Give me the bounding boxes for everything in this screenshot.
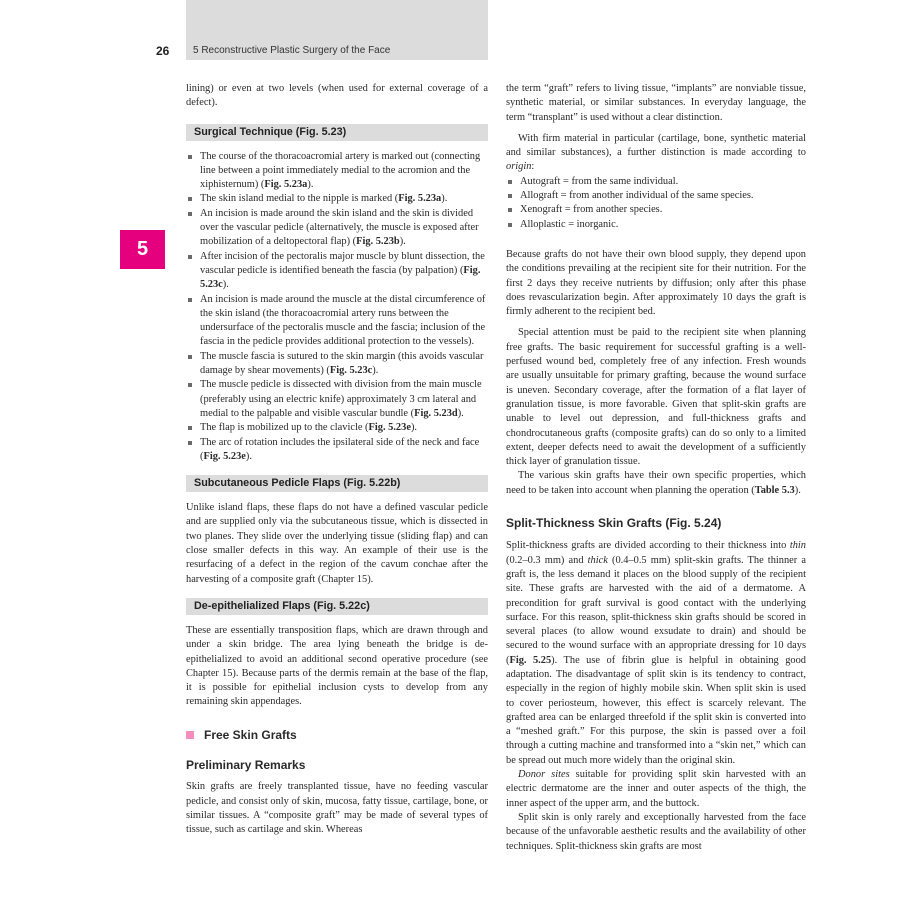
origin-list — [506, 175, 806, 232]
list-item: An incision is made around the skin island and the skin is divided over the vascular pedicle (alternatively, the muscle is exposed after mobilization of a deltopectoral flap) (Fig. 5.23b). — [186, 207, 488, 250]
donor-sites-paragraph: Donor sites suitable for providing split skin harvested with an electric dermatome are the inner and outer aspects of the thigh, the inner aspect of the upper arm, and the buttock. — [506, 769, 806, 809]
left-column — [186, 82, 488, 837]
list-item: The skin island medial to the nipple is marked (Fig. 5.23a). — [186, 192, 488, 206]
split-thickness-heading: Split-Thickness Skin Grafts (Fig. 5.24) — [506, 516, 722, 531]
surgical-steps-list — [186, 150, 488, 465]
de-epithelialized-paragraph: These are essentially transposition flaps, which are drawn through and under a skin bridge. The area lying beneath the bridge is de-epithelialized to avoid an additional second operative procedure (see Chapter 15). Because parts of the dermis remain at the base of the flap, it is possible for epithelial inclusion cysts to develop from any remaining skin appendages. — [186, 624, 488, 708]
origin-paragraph: With firm material in particular (cartilage, bone, synthetic material and similar substances), a further distinction is made according to origin: — [506, 132, 806, 173]
graft-definition-paragraph: the term “graft” refers to living tissue, “implants” are nonviable tissue, synthetic material, or similar substances. In everyday language, the term “transplant” is used without a clear distinction. — [506, 83, 806, 123]
preliminary-remarks-heading: Preliminary Remarks — [186, 757, 306, 772]
list-item: The arc of rotation includes the ipsilateral side of the neck and face (Fig. 5.23e). — [186, 436, 488, 465]
right-column — [506, 82, 806, 854]
list-item: The muscle pedicle is dissected with division from the main muscle (preferably using an electric knife) approximately 3 cm lateral and medial to the palpable and visible vascular bundle (Fig. 5.23d). — [186, 378, 488, 421]
subcutaneous-paragraph: Unlike island flaps, these flaps do not have a defined vascular pedicle and are supplied only via the subcutaneous tissue, which is dissected in two planes. They slide over the underlying tissue (sliding flap) and can close smaller defects in this way. An example of their use is the resurfacing of a defect in the region of the cavum conchae after the harvesting of a composite graft (Chapter 15). — [186, 502, 488, 585]
chapter-tab: 5 — [120, 230, 165, 269]
de-epithelialized-heading: De-epithelialized Flaps (Fig. 5.22c) — [186, 598, 488, 615]
subcutaneous-pedicle-heading: Subcutaneous Pedicle Flaps (Fig. 5.22b) — [186, 475, 488, 492]
running-head: 5 Reconstructive Plastic Surgery of the Face — [193, 45, 391, 56]
intro-paragraph: lining) or even at two levels (when used for external coverage of a defect). — [186, 83, 488, 109]
list-item: Xenograft = from another species. — [506, 203, 806, 217]
list-item: An incision is made around the muscle at the distal circumference of the skin island (the thoracoacromial artery runs between the undersurface of the pectoralis muscle and the fascia; inclusion of the fascia in the pedicle provides additional protection to the vessels). — [186, 293, 488, 350]
page-number: 26 — [156, 44, 170, 58]
recipient-site-paragraph: Special attention must be paid to the recipient site when planning free grafts. The basic requirement for successful grafting is a well-perfused wound bed, completely free of any infection. Fresh wounds are usually unsuitable for primary grafting, because the wound surface is uneven. Secondary coverage, after the formation of a flat layer of granulation tissue, is more favorable. Given that split-skin grafts are unable to level out depression, and full-thickness grafts and chondrocutaneous grafts (composite grafts) can do so only to a limited extent, deeper defects need to await the development of a sufficiently thick layer of granulation tissue. — [506, 327, 806, 468]
free-skin-grafts-heading — [186, 728, 488, 742]
list-item: Autograft = from the same individual. — [506, 175, 806, 189]
list-item: The muscle fascia is sutured to the skin margin (this avoids vascular damage by shear movements) (Fig. 5.23c). — [186, 350, 488, 379]
free-skin-grafts-label: Free Skin Grafts — [204, 727, 297, 742]
list-item: After incision of the pectoralis major muscle by blunt dissection, the vascular pedicle is identified beneath the fascia (by palpation) (Fig. 5.23c). — [186, 250, 488, 293]
properties-paragraph: The various skin grafts have their own specific properties, which need to be taken into account when planning the operation (Table 5.3). — [506, 470, 806, 496]
list-item: Alloplastic = inorganic. — [506, 218, 806, 232]
preliminary-paragraph: Skin grafts are freely transplanted tissue, have no feeding vascular pedicle, and consist only of skin, mucosa, fatty tissue, cartilage, bone, or similar tissues. A “composite graft” may be made of several types of tissue, such as cartilage and skin. Whereas — [186, 781, 488, 836]
list-item: The course of the thoracoacromial artery is marked out (connecting line between a point immediately medial to the acromion and the xiphisternum) (Fig. 5.23a). — [186, 150, 488, 193]
section-marker — [186, 731, 194, 739]
split-thickness-paragraph: Split-thickness grafts are divided according to their thickness into thin (0.2–0.3 mm) and thick (0.4–0.5 mm) split-skin grafts. The thinner a graft is, the less demand it places on the blood supply of the recipient site. These grafts are harvested with the aid of a dermatome. A precondition for graft survival is good contact with the underlying surface. For this reason, split-thickness skin grafts should be scored in several places (to allow wound exsudate to drain) and should be secured to the wound surface with an appropriate dressing for 10 days (Fig. 5.25). The use of fibrin glue is helpful in obtaining good adaptation. The disadvantage of split skin is its tendency to contract, especially in the region of highly mobile skin. When split skin is used to cover periosteum, however, this effect is scarcely relevant. The grafted area can be enlarged threefold if the split skin is converted into a “meshed graft.” For this purpose, the skin is passed over a foil through a cutting machine and transformed into a “skin net,” which can be spread out much more widely than the original skin. — [506, 540, 806, 766]
list-item: Allograft = from another individual of the same species. — [506, 189, 806, 203]
blood-supply-paragraph: Because grafts do not have their own blood supply, they depend upon the conditions prevailing at the recipient site for their nutrition. For the first 2 days they receive nutrients by diffusion; only after this phase does revascularization begin. After approximately 10 days the graft is firmly adherent to the recipient bed. — [506, 248, 806, 318]
surgical-technique-heading: Surgical Technique (Fig. 5.23) — [186, 124, 488, 141]
face-harvest-paragraph: Split skin is only rarely and exceptionally harvested from the face because of the unfavorable aesthetic results and the availability of other techniques. Split-thickness skin grafts are most — [506, 811, 806, 852]
list-item: The flap is mobilized up to the clavicle (Fig. 5.23e). — [186, 421, 488, 435]
